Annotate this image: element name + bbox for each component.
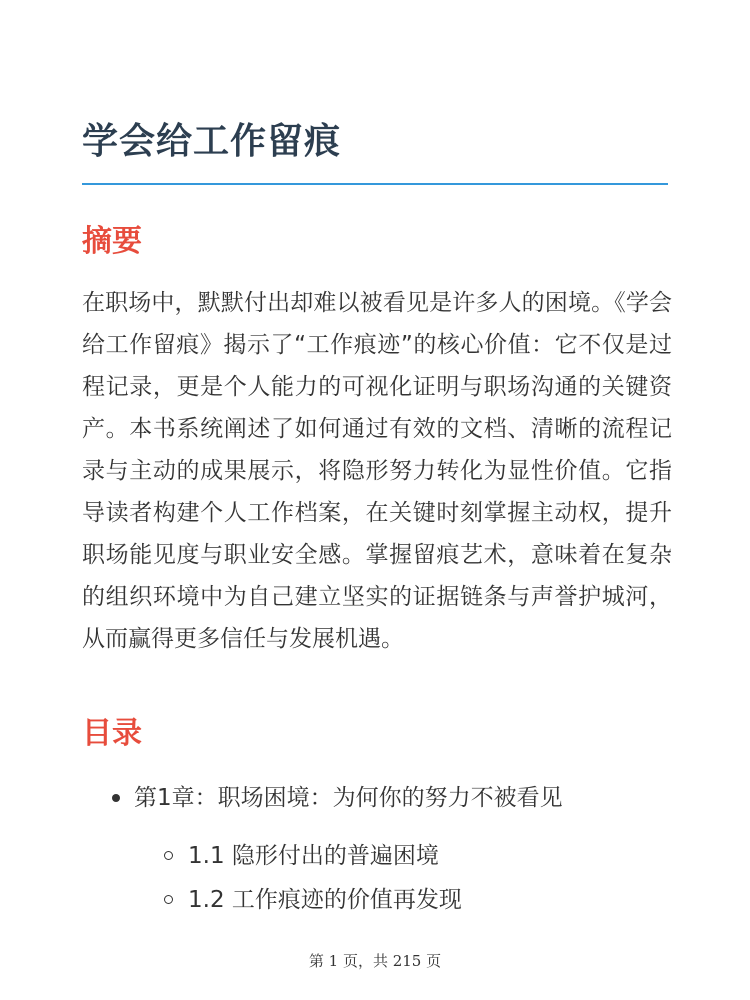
abstract-paragraph: 在职场中，默默付出却难以被看见是许多人的困境。《学会给工作留痕》揭示了“工作痕迹”的核心价值：它不仅是过程记录，更是个人能力的可视化证明与职场沟通的关键资产。本书系统阐述了如何通过有效的文档、清晰的流程记录与主动的成果展示，将隐形努力转化为显性价值。它指导读者构建个人工作档案，在关键时刻掌握主动权，提升职场能见度与职业安全感。掌握留痕艺术，意味着在复杂的组织环境中为自己建立坚实的证据链条与声誉护城河，从而赢得更多信任与发展机遇。 [82,290,672,652]
toc-section-1-2[interactable] [82,878,682,922]
document-title: 学会给工作留痕 [82,121,342,162]
page-number-footer: 第 1 页，共 215 页 [308,952,442,970]
bullet-disc-icon [112,794,120,802]
bullet-circle-icon [164,851,173,860]
toc-heading: 目录 [82,716,142,751]
toc-section-1-1[interactable] [82,834,682,878]
toc-item-label: 1.2 工作痕迹的价值再发现 [188,887,462,913]
bullet-circle-icon [164,895,173,904]
title-divider [82,183,668,185]
toc-item-label: 1.1 隐形付出的普遍困境 [188,843,439,869]
table-of-contents [82,776,682,922]
toc-item-label: 第1章：职场困境：为何你的努力不被看见 [134,785,563,811]
abstract-heading: 摘要 [82,224,142,259]
toc-chapter-1[interactable] [82,776,682,820]
